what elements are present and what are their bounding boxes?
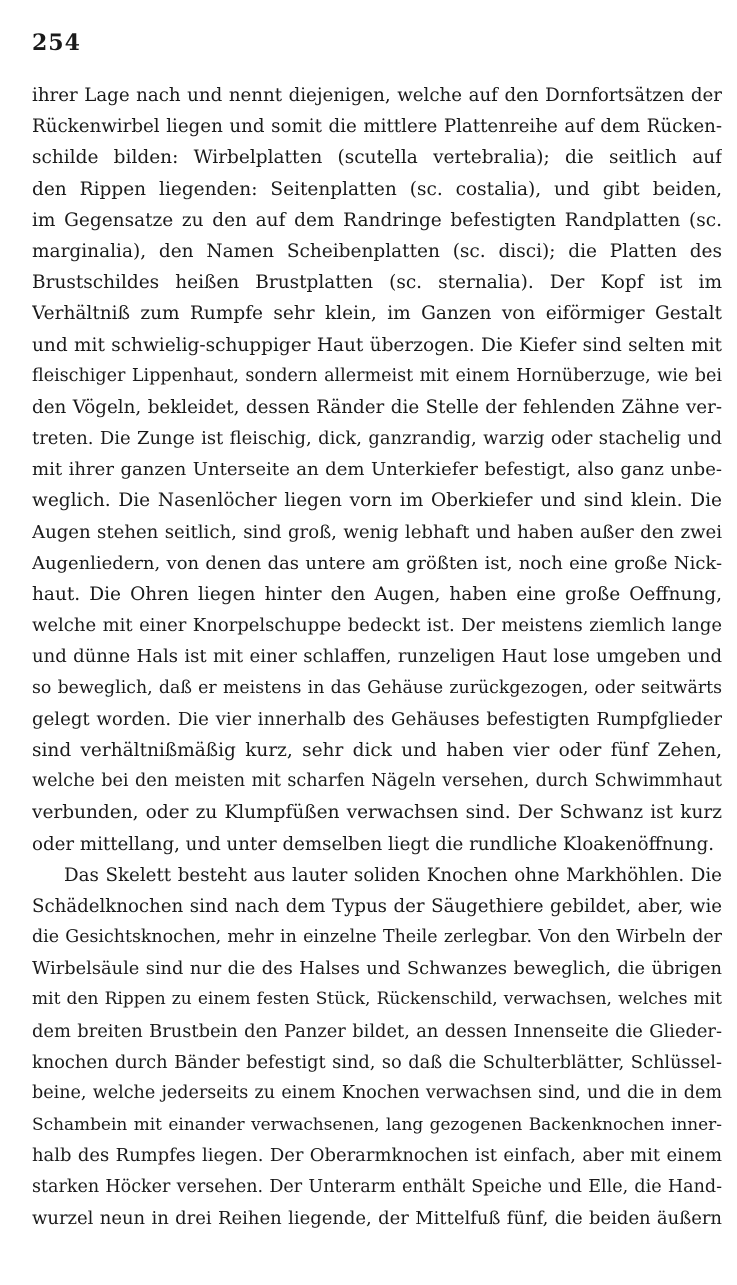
- text-line: Schädelknochen sind nach dem Typus der Säugethiere gebildet, aber, wie: [32, 895, 722, 917]
- text-line: schilde bilden: Wirbelplatten (scutella vertebralia); die seitlich auf: [32, 147, 722, 169]
- text-line: die Gesichtsknochen, mehr in einzelne Theile zerlegbar. Von den Wirbeln der: [32, 927, 722, 948]
- text-line: fleischiger Lippenhaut, sondern allermeist mit einem Hornüberzuge, wie bei: [32, 365, 722, 386]
- text-line: Augenliedern, von denen das untere am größten ist, noch eine große Nick-: [32, 552, 722, 574]
- text-line: welche mit einer Knorpelschuppe bedeckt ist. Der meistens ziemlich lange: [32, 615, 722, 637]
- text-line: haut. Die Ohren liegen hinter den Augen, haben eine große Oeffnung,: [32, 584, 722, 605]
- page-number: 254: [32, 30, 81, 56]
- text-line: dem breiten Brustbein den Panzer bildet, an dessen Innenseite die Glieder-: [32, 1020, 722, 1042]
- text-line: Schambein mit einander verwachsenen, lang gezogenen Backenknochen inner-: [32, 1114, 722, 1135]
- text-line: beine, welche jederseits zu einem Knochen verwachsen sind, und die in dem: [32, 1083, 722, 1103]
- text-line: so beweglich, daß er meistens in das Gehäuse zurückgezogen, oder seitwärts: [32, 677, 722, 698]
- text-line: verbunden, oder zu Klumpfüßen verwachsen sind. Der Schwanz ist kurz: [32, 802, 722, 824]
- text-line: sind verhältnißmäßig kurz, sehr dick und haben vier oder fünf Zehen,: [32, 739, 722, 761]
- text-line: mit den Rippen zu einem festen Stück, Rückenschild, verwachsen, welches mit: [32, 989, 722, 1010]
- text-line: Das Skelett besteht aus lauter soliden Knochen ohne Markhöhlen. Die: [64, 864, 722, 886]
- text-line: oder mittellang, und unter demselben liegt die rundliche Kloakenöffnung.: [32, 833, 715, 855]
- text-line: den Rippen liegenden: Seitenplatten (sc. costalia), und gibt beiden,: [32, 178, 722, 200]
- text-line: treten. Die Zunge ist fleischig, dick, ganzrandig, warzig oder stachelig und: [32, 428, 722, 450]
- text-line: im Gegensatze zu den auf dem Randringe befestigten Randplatten (sc.: [32, 209, 722, 231]
- text-line: welche bei den meisten mit scharfen Nägeln versehen, durch Schwimmhaut: [32, 771, 722, 792]
- text-line: weglich. Die Nasenlöcher liegen vorn im Oberkiefer und sind klein. Die: [32, 490, 722, 512]
- text-line: halb des Rumpfes liegen. Der Oberarmknochen ist einfach, aber mit einem: [32, 1145, 722, 1167]
- text-line: Rückenwirbel liegen und somit die mittlere Plattenreihe auf dem Rücken-: [32, 116, 722, 138]
- text-line: Verhältniß zum Rumpfe sehr klein, im Ganzen von eiförmiger Gestalt: [32, 303, 722, 325]
- text-line: starken Höcker versehen. Der Unterarm enthält Speiche und Elle, die Hand-: [32, 1176, 722, 1197]
- text-line: Brustschildes heißen Brustplatten (sc. sternalia). Der Kopf ist im: [32, 272, 722, 294]
- text-line: und mit schwielig-schuppiger Haut überzogen. Die Kiefer sind selten mit: [32, 334, 722, 356]
- text-line: den Vögeln, bekleidet, dessen Ränder die Stelle der fehlenden Zähne ver-: [32, 396, 722, 418]
- text-line: knochen durch Bänder befestigt sind, so daß die Schulterblätter, Schlüssel-: [32, 1051, 722, 1073]
- body-text: [32, 80, 722, 1234]
- text-line: mit ihrer ganzen Unterseite an dem Unterkiefer befestigt, also ganz unbe-: [32, 459, 722, 481]
- text-line: Augen stehen seitlich, sind groß, wenig lebhaft und haben außer den zwei: [32, 521, 722, 543]
- text-line: gelegt worden. Die vier innerhalb des Gehäuses befestigten Rumpfglieder: [32, 708, 722, 730]
- text-line: ihrer Lage nach und nennt diejenigen, welche auf den Dornfortsätzen der: [32, 85, 722, 106]
- text-line: Wirbelsäule sind nur die des Halses und Schwanzes beweglich, die übrigen: [32, 958, 722, 980]
- text-line: und dünne Hals ist mit einer schlaffen, runzeligen Haut lose umgeben und: [32, 646, 722, 668]
- text-line: marginalia), den Namen Scheibenplatten (sc. disci); die Platten des: [32, 240, 722, 262]
- text-line: wurzel neun in drei Reihen liegende, der Mittelfuß fünf, die beiden äußern: [32, 1207, 722, 1229]
